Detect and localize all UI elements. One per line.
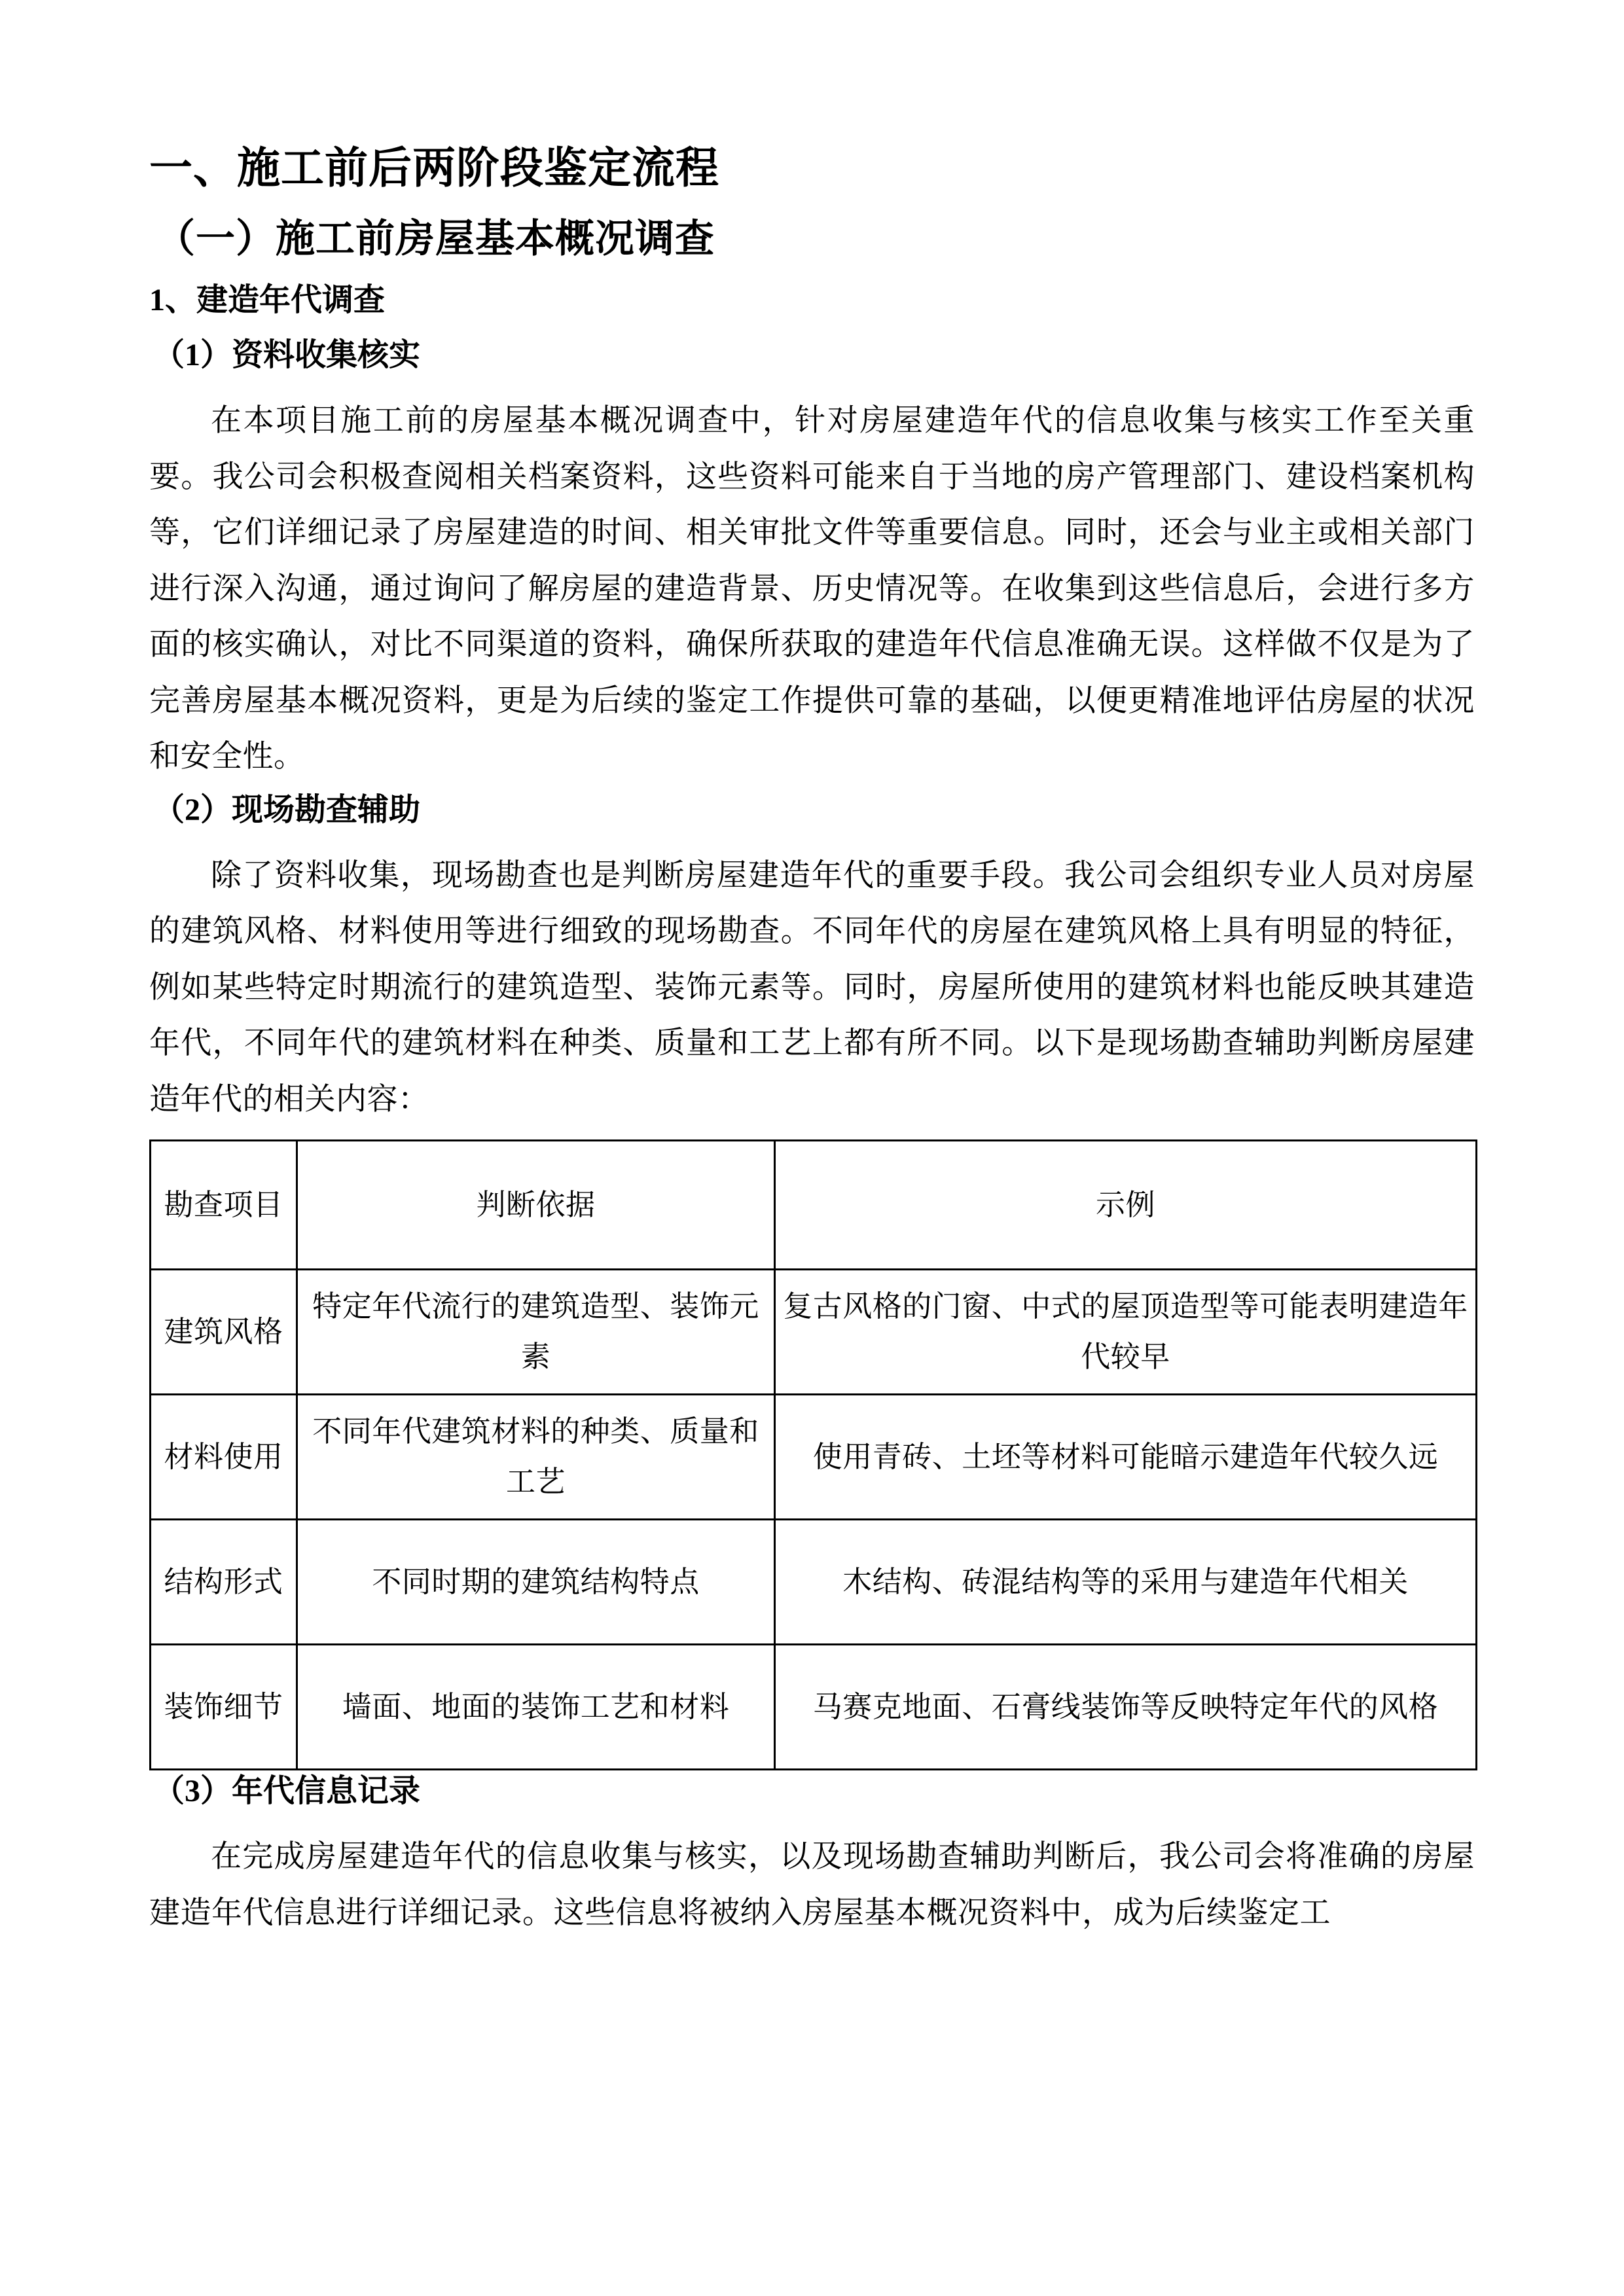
table-header-example: 示例 [775,1141,1477,1270]
subsection-heading-2: （2）现场勘查辅助 [153,792,421,827]
subsection-paragraph-1: 在本项目施工前的房屋基本概况调查中，针对房屋建造年代的信息收集与核实工作至关重要。我公司会积极查阅相关档案资料，这些资料可能来自于当地的房产管理部门、建设档案机构等，它们详细记录了房屋建造的时间、相关审批文件等重要信息。同时，还会与业主或相关部门进行深入沟通，通过询问了解房屋的建造背景、历史情况等。在收集到这些信息后，会进行多方面的核实确认，对比不同渠道的资料，确保所获取的建造年代信息准确无误。这样做不仅是为了完善房屋基本概况资料，更是为后续的鉴定工作提供可靠的基础，以便更精准地评估房屋的状况和安全性。 [149,404,1475,774]
table-row [151,1270,1477,1395]
table-header-row [151,1141,1477,1270]
subsection-heading-3: （3）年代信息记录 [153,1774,421,1809]
table-cell-basis: 不同时期的建筑结构特点 [297,1520,775,1645]
table-cell-item: 材料使用 [151,1395,297,1520]
subsection-paragraph-2: 除了资料收集，现场勘查也是判断房屋建造年代的重要手段。我公司会组织专业人员对房屋的建筑风格、材料使用等进行细致的现场勘查。不同年代的房屋在建筑风格上具有明显的特征，例如某些特定时期流行的建筑造型、装饰元素等。同时，房屋所使用的建筑材料也能反映其建造年代，不同年代的建筑材料在种类、质量和工艺上都有所不同。以下是现场勘查辅助判断房屋建造年代的相关内容： [149,858,1475,1117]
table-row [151,1520,1477,1645]
table-cell-example: 使用青砖、土坯等材料可能暗示建造年代较久远 [775,1395,1477,1520]
table-cell-basis: 不同年代建筑材料的种类、质量和工艺 [297,1395,775,1520]
document-subtitle: （一）施工前房屋基本概况调查 [156,217,715,260]
table-cell-basis: 墙面、地面的装饰工艺和材料 [297,1645,775,1770]
table-cell-item: 装饰细节 [151,1645,297,1770]
subsection-paragraph-3: 在完成房屋建造年代的信息收集与核实，以及现场勘查辅助判断后，我公司会将准确的房屋建造年代信息进行详细记录。这些信息将被纳入房屋基本概况资料中，成为后续鉴定工 [149,1840,1475,1930]
table-header-item: 勘查项目 [151,1141,297,1270]
table-header-basis: 判断依据 [297,1141,775,1270]
table-row [151,1395,1477,1520]
subsection-heading-1: （1）资料收集核实 [153,338,421,372]
table-row [151,1645,1477,1770]
page-title: 一、施工前后两阶段鉴定流程 [149,145,719,192]
section-heading-1: 1、建造年代调查 [149,283,386,317]
table-cell-example: 木结构、砖混结构等的采用与建造年代相关 [775,1520,1477,1645]
table-cell-item: 建筑风格 [151,1270,297,1395]
table-cell-basis: 特定年代流行的建筑造型、装饰元素 [297,1270,775,1395]
table-cell-example: 马赛克地面、石膏线装饰等反映特定年代的风格 [775,1645,1477,1770]
table-cell-example: 复古风格的门窗、中式的屋顶造型等可能表明建造年代较早 [775,1270,1477,1395]
table-cell-item: 结构形式 [151,1520,297,1645]
survey-criteria-table [149,1139,1477,1770]
